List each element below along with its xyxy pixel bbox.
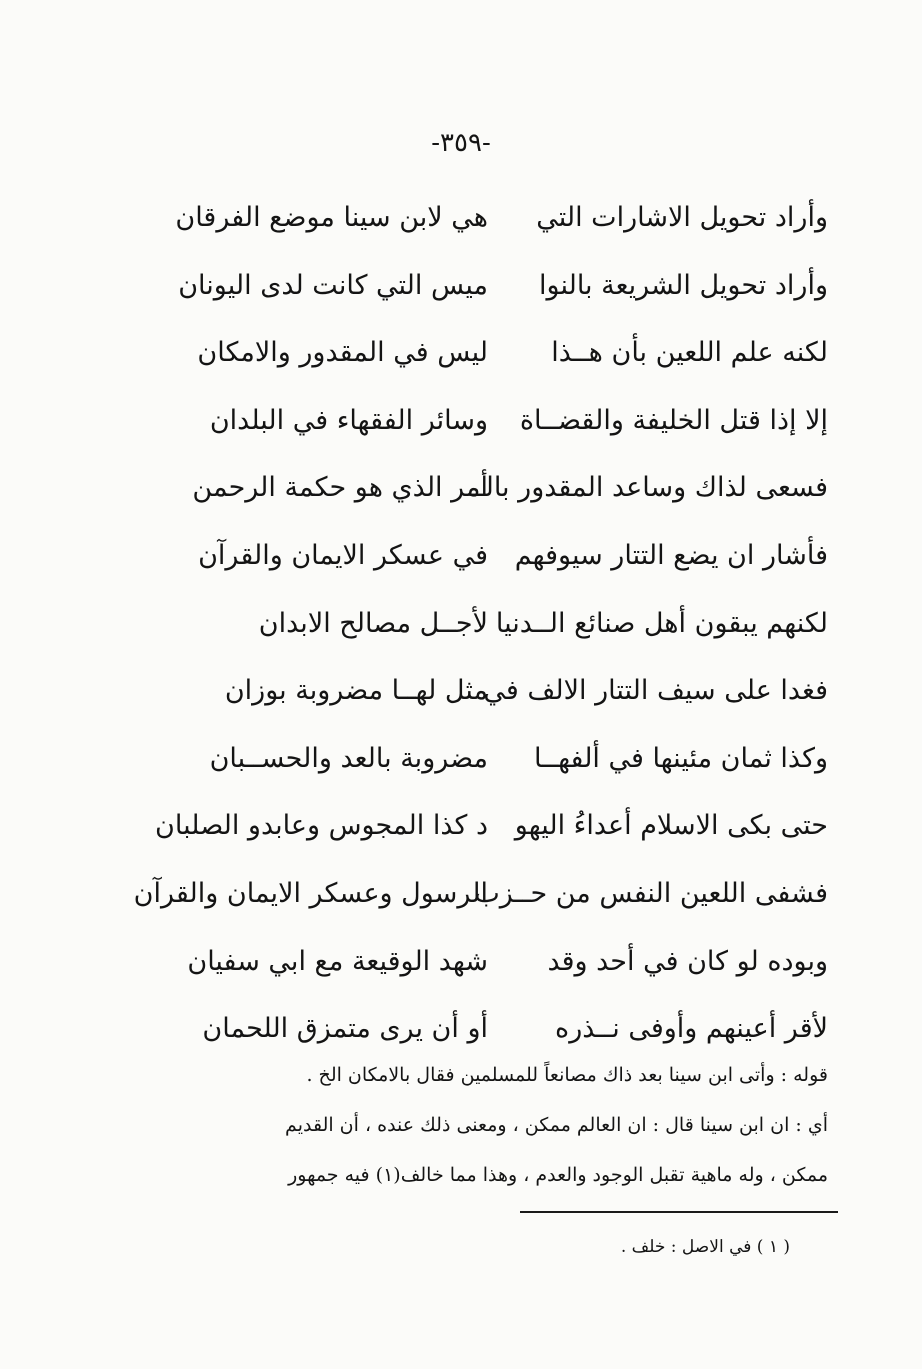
verse-second-hemistich: في عسكر الايمان والقرآن [198,539,488,571]
verse-second-hemistich: د كذا المجوس وعابدو الصلبان [155,810,488,842]
verse-first-hemistich: وكذا ثمان مئينها في ألفهــا [534,742,828,774]
verse-second-hemistich: مثل لهــا مضروبة بوزان [224,675,488,707]
verse-line [198,323,828,391]
verse-first-hemistich: لكنه علم اللعين بأن هــذا [551,337,828,369]
page-number: -٣٥٩- [431,128,491,158]
verse-line [198,729,828,797]
verse-second-hemistich: ليس في المقدور والامكان [197,337,488,369]
footnote-divider [520,1211,838,1213]
footnote: ( ١ ) في الاصل : خلف . [620,1237,790,1257]
verse-second-hemistich: أو أن يرى متمزق اللحمان [202,1013,488,1045]
verse-first-hemistich: لأقر أعينهم وأوفى نــذره [555,1013,828,1045]
verse-first-hemistich: فغدا على سيف التتار الالف في [483,675,828,707]
verse-line [187,932,828,1000]
commentary-line: قوله : وأتى ابن سينا بعد ذاك مصانعاً للمسلمين فقال بالامكان الخ . [306,1064,828,1086]
verse-first-hemistich: فسعى لذاك وساعد المقدور بالــ [469,472,828,504]
verse-first-hemistich: وأراد تحويل الشريعة بالنوا [539,269,828,301]
commentary-line: ممكن ، وله ماهية تقبل الوجود والعدم ، وهذا مما خالف(١) فيه جمهور [288,1164,828,1186]
verse-line [133,864,828,932]
verse-second-hemistich: شهد الوقيعة مع ابي سفيان [187,945,488,977]
verse-second-hemistich: لأجــل مصالح الابدان [258,607,488,639]
verse-line [192,458,828,526]
verse-line [155,796,828,864]
verse-first-hemistich: حتى بكى الاسلام أعداءُ اليهو [514,810,828,842]
verse-second-hemistich: الرسول وعسكر الايمان والقرآن [133,877,488,909]
commentary-text [198,1050,828,1200]
verse-first-hemistich: وأراد تحويل الاشارات التي [536,202,828,233]
verse-first-hemistich: فشفى اللعين النفس من حــزب [474,877,828,909]
verse-second-hemistich: أمر الذي هو حكمة الرحمن [192,472,488,504]
verse-line [198,526,828,594]
verse-second-hemistich: مضروبة بالعد والحســبان [209,742,488,774]
commentary-line: أي : ان ابن سينا قال : ان العالم ممكن ، ومعنى ذلك عنده ، أن القديم [285,1114,828,1136]
verse-first-hemistich: وبوده لو كان في أحد وقد [547,945,828,977]
verse-second-hemistich: وسائر الفقهاء في البلدان [209,404,488,436]
verse-line [198,594,828,662]
verse-second-hemistich: هي لابن سينا موضع الفرقان [175,202,488,233]
verse-line [178,256,828,324]
verse-first-hemistich: إلا إذا قتل الخليفة والقضــاة [519,404,828,436]
verse-second-hemistich: ميس التي كانت لدى اليونان [178,269,488,301]
poem-verses [133,188,828,1067]
verse-first-hemistich: فأشار ان يضع التتار سيوفهم [514,539,828,571]
verse-line [198,661,828,729]
verse-first-hemistich: لكنهم يبقون أهل صنائع الــدنيا [495,607,828,639]
verse-line [175,188,828,256]
verse-line [198,391,828,459]
